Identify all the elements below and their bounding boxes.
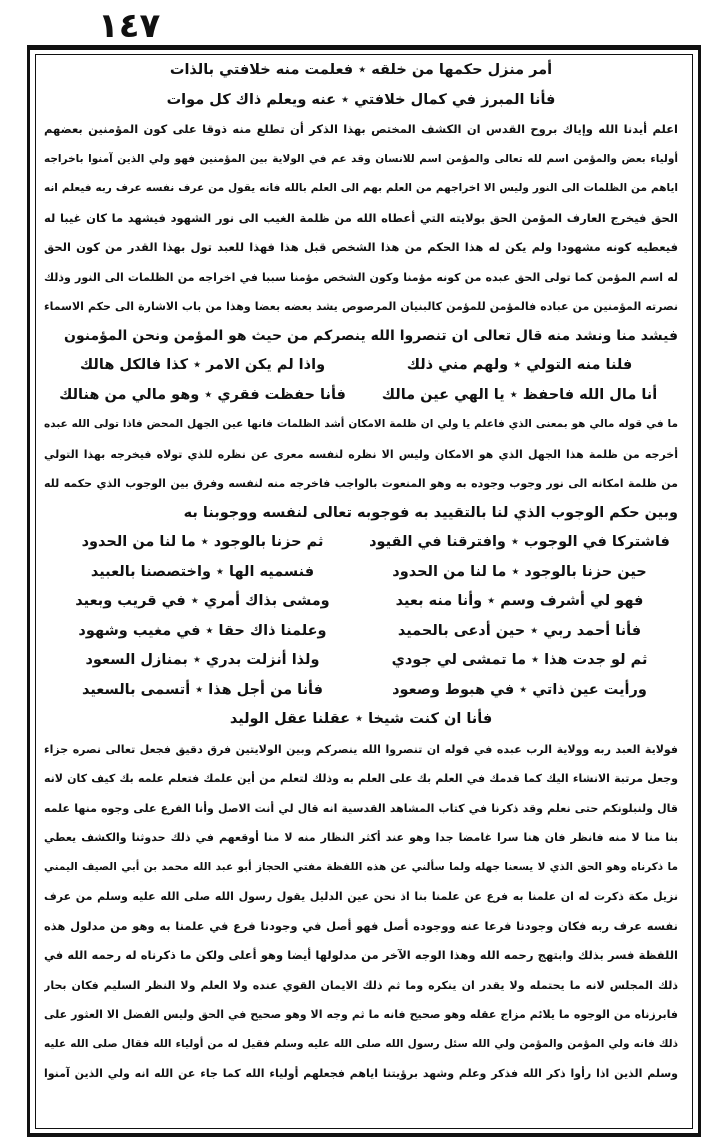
verse-separator: ٭ [216, 563, 224, 580]
verse-row [44, 617, 678, 647]
verse-line [44, 705, 678, 735]
hemistich: فهو لي أشرف وسم [500, 593, 644, 609]
verse-separator: ٭ [519, 681, 528, 698]
verse [382, 387, 657, 403]
hemistich: في مغيب وشهود [78, 622, 201, 639]
verse-separator: ٭ [511, 563, 520, 580]
verse-column [44, 646, 361, 676]
prose-line: اللفظة فسر بذلك وابتهج رحمه الله وهذا الوجه الآخر من مدلولها أيضا وهو أعلى ولكن ما ذكرناه له رحمه الله في [44, 948, 678, 962]
verse-column [361, 646, 678, 676]
prose-line: نصرته المؤمنين من عباده فالمؤمن للمؤمن كالبنيان المرصوص يشد بعضه بعضا وهذا من باب الاشارة الى حكم الاسماء [44, 300, 678, 313]
prose-line: نفسه عرف ربه فكان وجودنا فرعا عنه ووجوده أصل فهو أصل في وجودنا فرع في علمنا به وهو من مدلول هذه [44, 918, 678, 933]
verse-separator: ٭ [487, 593, 496, 609]
hemistich: حين حزنا بالوجود [524, 563, 647, 580]
verse-separator: ٭ [530, 622, 539, 639]
verse-separator: ٭ [511, 534, 519, 550]
verse [82, 682, 323, 698]
verse-column [44, 558, 361, 588]
hemistich: فأنا المبرز في كمال خلافتي [354, 91, 556, 108]
verse-row [44, 381, 678, 411]
hemistich: فأنا ان كنت شيخا [368, 711, 493, 727]
verse-separator: ٭ [513, 357, 522, 373]
verse [82, 534, 324, 550]
prose-line: اعلم أيدنا الله وإياك بروح القدس ان الكشف المختص بهذا الذكر أن تطلع منه ذوقا على كون المؤمنين بعضهم [44, 122, 678, 136]
verse-separator: ٭ [509, 386, 518, 403]
verse [59, 387, 346, 403]
verse-row [44, 528, 678, 558]
prose-line: من ظلمة امكانه الى نور وجوب وجوده به وهو المنعوت بالواجب فاخرجه منه لنفسه وفرق بين الوجوب الذي حكمه لله [44, 477, 678, 490]
verse-row [44, 676, 678, 706]
verse-separator: ٭ [200, 534, 209, 550]
hemistich: ثم لو جدت هذا [544, 652, 648, 668]
verse-column [361, 528, 678, 558]
prose-line: ما ذكرناه وهو الحق الذي لا يسعنا جهله ولما سألني عن هذه اللفظة مفتي الحجاز أبو عبد الله محمد بن أبي الصيف اليمني [44, 860, 678, 873]
hemistich: واختصصنا بالعبيد [90, 563, 211, 580]
verse-separator: ٭ [192, 652, 201, 668]
hemistich: ومشى بذاك أمري [203, 593, 330, 609]
hemistich: أتسمى بالسعيد [82, 681, 191, 698]
verse-separator: ٭ [190, 593, 199, 609]
verse-separator: ٭ [193, 357, 201, 373]
hemistich: ولذا أنزلت بدري [205, 652, 320, 668]
verse [230, 711, 492, 727]
prose-line: الحق فيخرج العارف المؤمن الحق بولايته التي أعطاه الله من ظلمة الغيب الى نور الشهود فيشهد ما كان غيبا له [44, 210, 678, 225]
verse-column [361, 676, 678, 706]
verse [78, 623, 326, 639]
verse [398, 623, 641, 639]
verse-separator: ٭ [205, 622, 214, 639]
hemistich: وعلمنا ذاك حقا [218, 622, 327, 639]
hemistich: حين أدعى بالحميد [397, 622, 526, 639]
hemistich: كذا فالكل هالك [79, 357, 188, 373]
prose-line: فابرزناه من الوجوه ما يلائم مزاج عقله وهو صحيح فانه ما ثم وجه الا وهو صحيح في الحق وليس الفضل الا العثور على [44, 1008, 678, 1021]
verse [407, 357, 633, 373]
verse-column [44, 587, 361, 617]
verse-separator: ٭ [204, 386, 213, 403]
verse [167, 92, 556, 108]
verse-line [44, 86, 678, 116]
verse-column [44, 617, 361, 647]
verse-row [44, 646, 678, 676]
verse-separator: ٭ [341, 91, 349, 108]
prose-line: فيشد منا ونشد منه قال تعالى ان تنصروا الله ينصركم من حيث هو المؤمن ونحن المؤمنون [64, 327, 678, 344]
hemistich: واذا لم يكن الامر [206, 357, 326, 373]
hemistich: فأنا أحمد ربي [543, 622, 642, 639]
verse-column [44, 676, 361, 706]
verse-separator: ٭ [531, 652, 540, 668]
verse-row [44, 351, 678, 381]
prose-line: وجعل مرتبة الانشاء اليك كما قدمك في العلم بك على العلم به وذلك لتعلم من أين علمك فتعلم علمه بك كيف كان لانه [44, 772, 678, 785]
prose-line: ذلك فانه ولي المؤمن والمؤمن ولي الله سئل رسول الله صلى الله عليه وسلم فقيل له من أولياء الله فقال صلى الله عليه [44, 1037, 678, 1050]
verse [170, 62, 552, 78]
verse-column [44, 351, 361, 381]
hemistich: فنسميه الها [229, 563, 315, 580]
hemistich: وافترقنا في القيود [369, 534, 506, 550]
hemistich: يا الهي عين مالك [381, 386, 505, 403]
hemistich: ولهم مني ذلك [406, 357, 509, 373]
hemistich: ما لنا من الحدود [81, 534, 196, 550]
hemistich: وهو مالي من هنالك [59, 386, 200, 403]
prose-line: أخرجه من ظلمة هذا الجهل الذي هو الامكان وليس الا نظره لنفسه معرى عن نظره للذي تولاه فيخرجه بهذا التولي [44, 447, 678, 461]
page-text [44, 56, 678, 1089]
verse-row [44, 558, 678, 588]
prose-line: وبين حكم الوجوب الذي لنا بالتقييد به فوجوبه تعالى لنفسه ووجوبنا به [183, 504, 678, 521]
verse-column [361, 617, 678, 647]
verse-column [44, 528, 361, 558]
hemistich: فأنا حفظت فقري [217, 386, 346, 403]
hemistich: فاشتركا في الوجوب [523, 534, 670, 550]
verse-column [361, 381, 678, 411]
verse [80, 357, 325, 373]
verse-column [361, 351, 678, 381]
prose-line: بنا منا لا منه فانظر فان هنا سرا غامضا جدا وهو عند أكثر النظار منه لا منا أوقعهم في ذلك حدوثنا والكشف يعطي [44, 831, 678, 844]
prose-line: ما في قوله مالي هو بمعنى الذي فاعلم يا ولي ان ظلمة الامكان أشد الظلمات فانها عين الجهل المحض فاذا تولى الله عبده [44, 418, 678, 430]
hemistich: عقلنا عقل الوليد [229, 711, 351, 727]
verse-column [44, 381, 361, 411]
verse [392, 564, 646, 580]
prose-line: نزيل مكة ذكرت له ان علمنا به فرع عن علمنا بنا اذ نحن عين الدليل يقول رسول الله صلى الله عليه وسلم من عرف [44, 890, 678, 903]
verse [392, 652, 648, 668]
verse [91, 564, 314, 580]
verse-row [44, 587, 678, 617]
hemistich: ما لنا من الحدود [392, 563, 507, 580]
verse [369, 534, 670, 550]
prose-line: اياهم من الظلمات الى النور وليس الا اخراجهم من العلم بهم الى العلم بالله فانه يقول من عرف نفسه عرف ربه فيعلم انه [44, 182, 678, 194]
hemistich: فلنا منه التولي [526, 357, 633, 373]
hemistich: فأنا من أجل هذا [208, 681, 323, 698]
verse-line [44, 56, 678, 86]
prose-line: فيعطيه كونه مشهودا ولم يكن له هذا الحكم من هذا الشخص قبل هذا فهذا للعبد تول بهذا القدر من كون الحق [44, 240, 678, 254]
verse-column [361, 558, 678, 588]
hemistich: وأنا منه بعيد [395, 593, 483, 609]
hemistich: فعلمت منه خلافتي بالذات [169, 62, 354, 78]
verse-separator: ٭ [195, 681, 204, 698]
hemistich: أنا مال الله فاحفظ [522, 386, 658, 403]
hemistich: في قريب وبعيد [75, 593, 186, 609]
prose-line: أولياء بعض والمؤمن اسم لله تعالى والمؤمن اسم للانسان وقد عم في الولاية بين المؤمنين فهو ولي الذين آمنوا باخراجه [44, 152, 678, 165]
prose-line: له اسم المؤمن كما تولى الحق عبده من كونه مؤمنا وكون الشخص مؤمنا سببا في اخراجه من الظلمات الى النور وذلك [44, 270, 678, 284]
verse [85, 652, 319, 668]
hemistich: ورأيت عين ذاتي [532, 681, 647, 698]
verse [75, 593, 329, 609]
page-number: ١٤٧ [98, 6, 161, 46]
hemistich: في هبوط وصعود [392, 681, 515, 698]
hemistich: ما تمشى لي جودي [391, 652, 527, 668]
verse [396, 593, 644, 609]
hemistich: أمر منزل حكمها من خلقه [371, 62, 553, 78]
prose-line: فولاية العبد ربه وولاية الرب عبده في قوله ان تنصروا الله ينصركم وبين الولايتين فرق دقيق فجعل تعالى نصره جزاء [44, 742, 678, 756]
hemistich: ثم حزنا بالوجود [213, 534, 324, 550]
prose-line: وسلم الذين اذا رأوا ذكر الله فذكر وعلم وشهد برؤيتنا اياهم فجعلهم أولياء الله كما جاء عن الله انه ولي الذين آمنوا [44, 1067, 678, 1080]
prose-line: قال ولنبلونكم حتى نعلم وقد ذكرنا في كتاب المشاهد القدسية انه قال لي أنت الاصل وأنا الفرع على وجوه منها علمه [44, 801, 678, 815]
prose-line: ذلك المجلس لانه ما يحتمله ولا يقدر ان ينكره وما ثم ذلك الايمان القوي عنده ولا العلم ولا النظر السليم فكان بحار [44, 978, 678, 992]
verse [392, 682, 647, 698]
verse-column [361, 587, 678, 617]
hemistich: بمنازل السعود [85, 652, 188, 668]
hemistich: عنه ويعلم ذاك كل موات [166, 91, 337, 108]
verse-separator: ٭ [355, 711, 364, 727]
verse-separator: ٭ [358, 62, 367, 78]
